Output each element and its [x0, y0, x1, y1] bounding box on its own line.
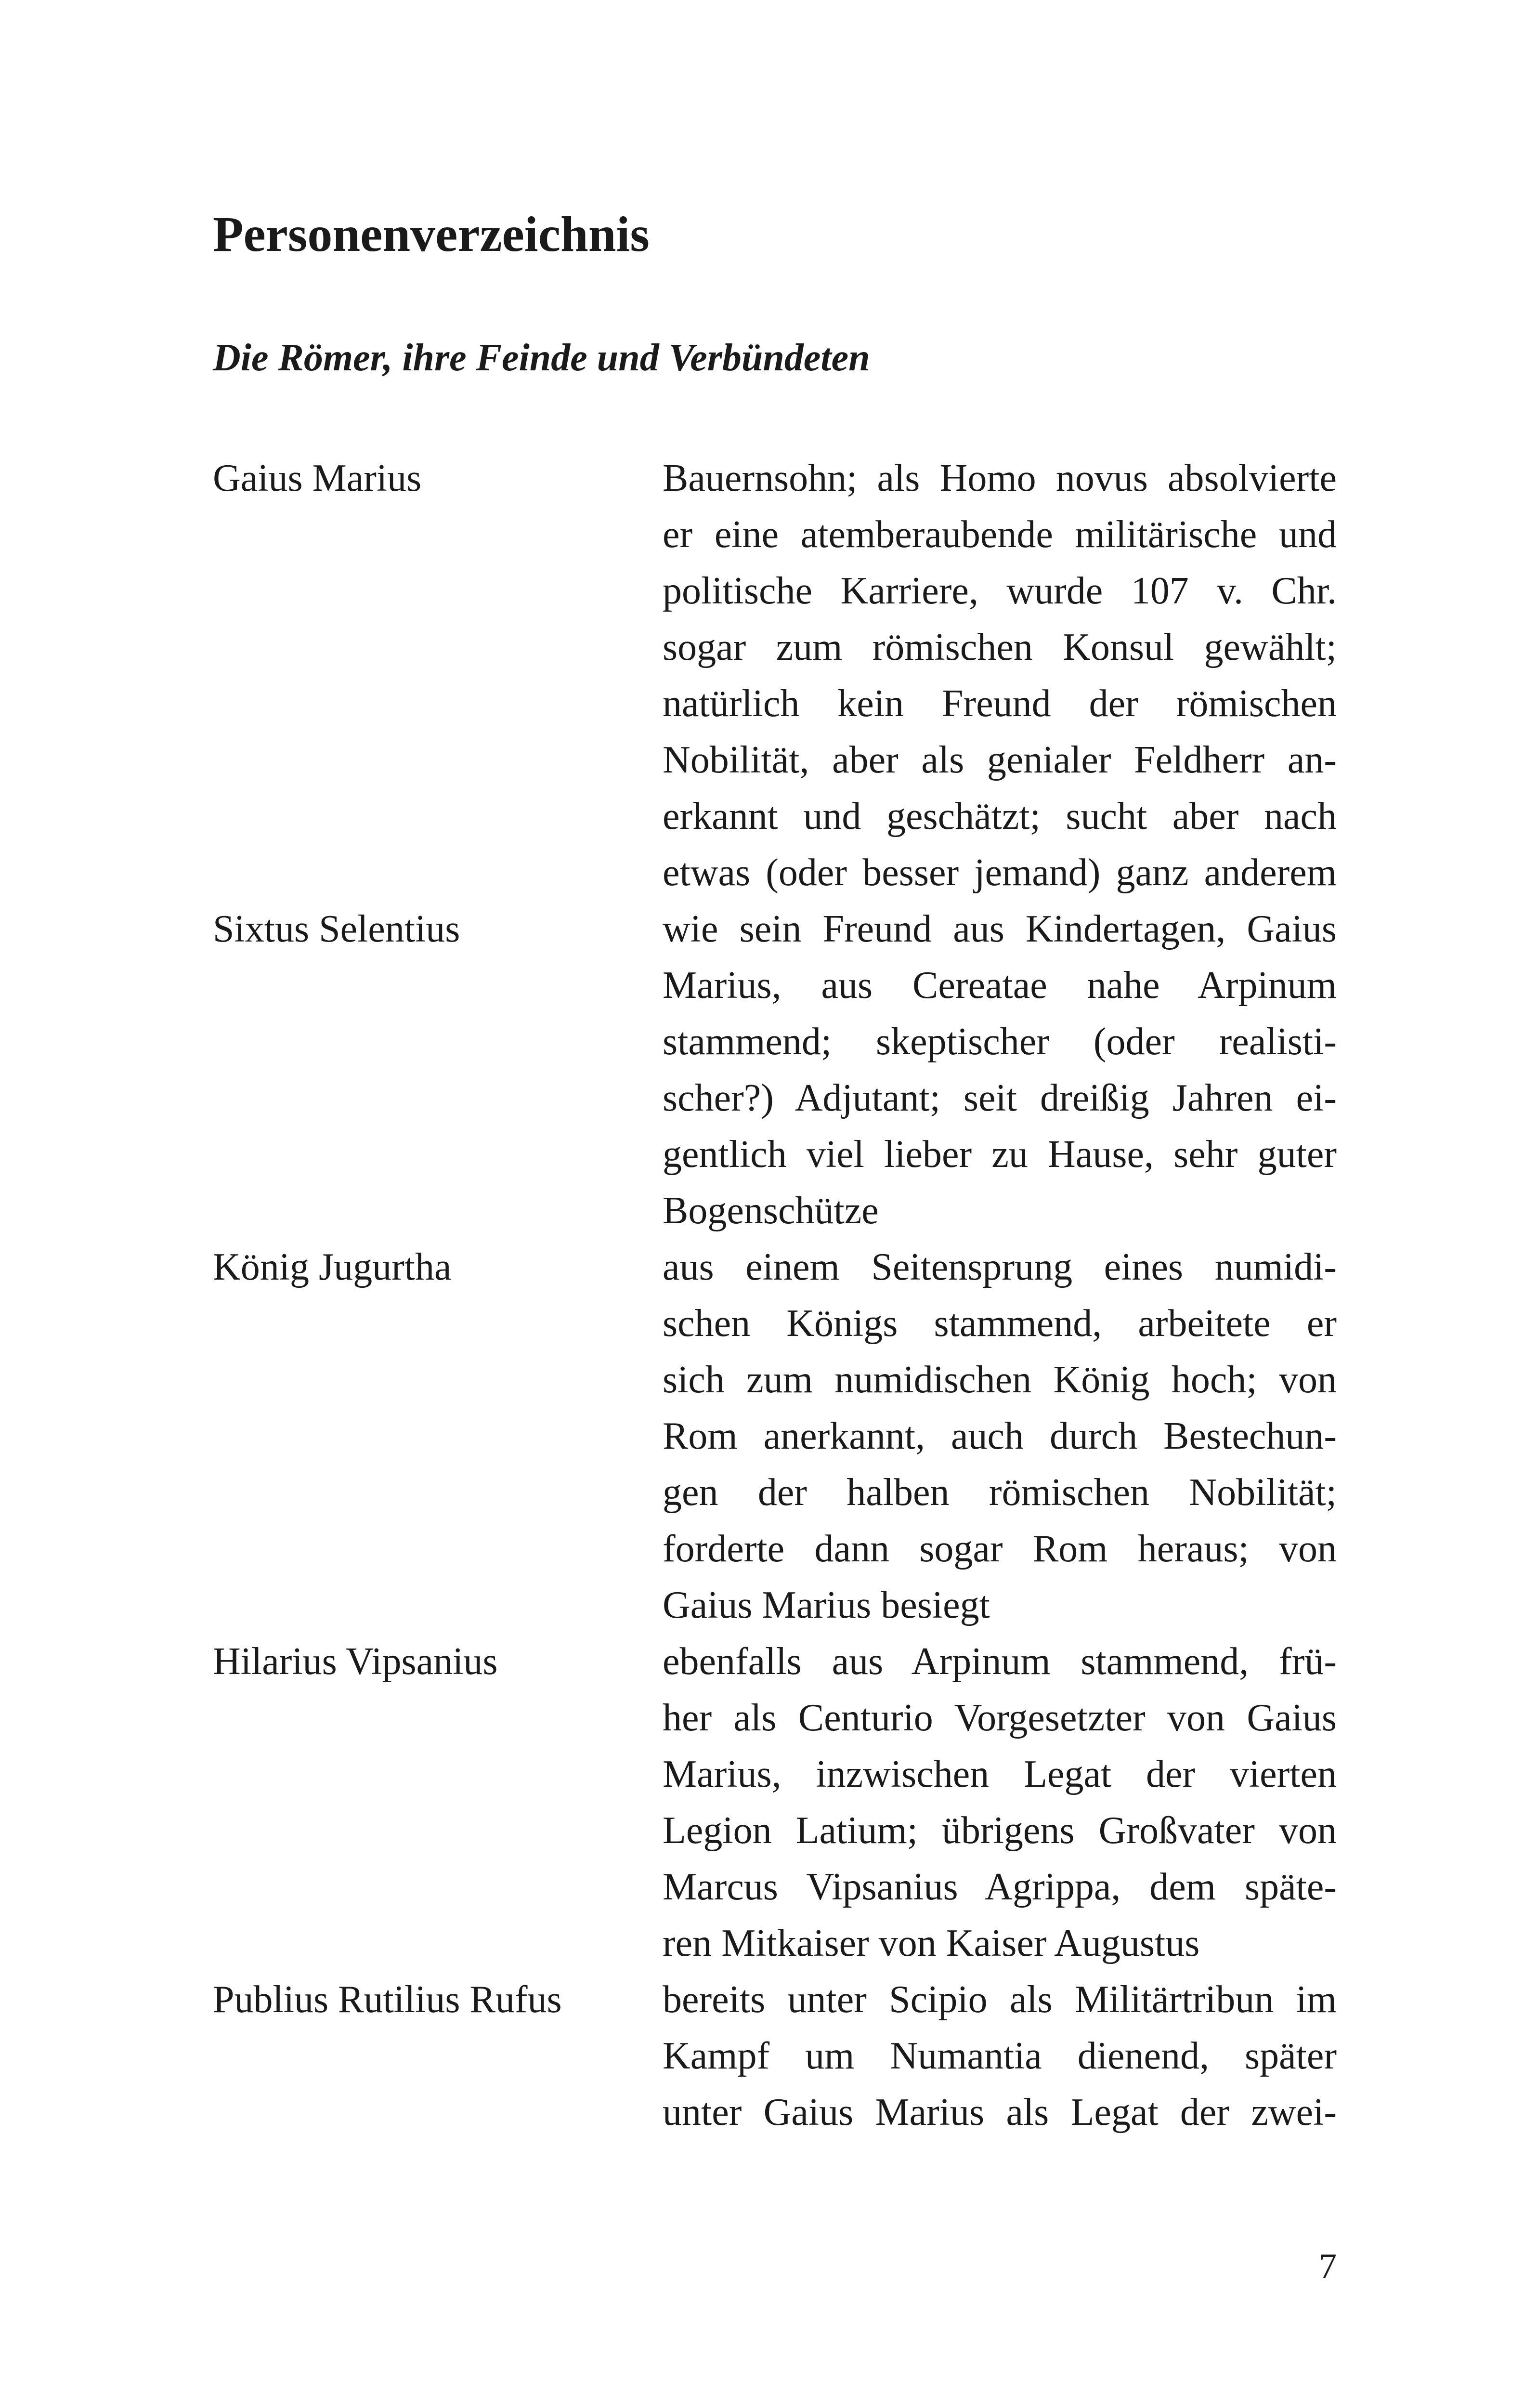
description-line: wie sein Freund aus Kindertagen, Gaius	[663, 908, 1337, 950]
description-line: her als Centurio Vorgesetzter von Gaius	[663, 1697, 1337, 1739]
person-description	[663, 450, 1337, 901]
description-line: Marius, inzwischen Legat der vierten	[663, 1753, 1337, 1795]
description-line: politische Karriere, wurde 107 v. Chr.	[663, 570, 1337, 612]
description-line: schen Königs stammend, arbeitete er	[663, 1302, 1337, 1345]
description-line: unter Gaius Marius als Legat der zwei-	[663, 2091, 1337, 2133]
description-line: natürlich kein Freund der römischen	[663, 682, 1337, 725]
description-line: ebenfalls aus Arpinum stammend, frü-	[663, 1640, 1337, 1683]
person-description	[663, 1634, 1337, 1972]
person-list	[213, 450, 1337, 2141]
description-line: forderte dann sogar Rom heraus; von	[663, 1528, 1337, 1570]
description-line: etwas (oder besser jemand) ganz anderem	[663, 851, 1337, 894]
description-line: er eine atemberaubende militärische und	[663, 513, 1337, 556]
page-title: Personenverzeichnis	[213, 207, 650, 262]
person-name: Hilarius Vipsanius	[213, 1640, 498, 1683]
person-name: Sixtus Selentius	[213, 908, 460, 950]
description-line: Bogenschütze	[663, 1190, 879, 1232]
description-line: Bauernsohn; als Homo novus absolvierte	[663, 457, 1337, 499]
description-line: sogar zum römischen Konsul gewählt;	[663, 626, 1337, 668]
description-line: gen der halben römischen Nobilität;	[663, 1471, 1337, 1514]
description-line: Gaius Marius besiegt	[663, 1584, 990, 1626]
description-line: gentlich viel lieber zu Hause, sehr guter	[663, 1133, 1337, 1176]
person-description	[663, 901, 1337, 1239]
person-entry-hilarius-vipsanius	[213, 1634, 1337, 1972]
description-line: bereits unter Scipio als Militärtribun im	[663, 1978, 1337, 2021]
description-line: Legion Latium; übrigens Großvater von	[663, 1809, 1337, 1852]
description-line: Marcus Vipsanius Agrippa, dem späte-	[663, 1866, 1337, 1908]
description-line: Nobilität, aber als genialer Feldherr an-	[663, 739, 1337, 781]
person-entry-koenig-jugurtha	[213, 1239, 1337, 1634]
description-line: aus einem Seitensprung eines numidi-	[663, 1246, 1337, 1288]
page-number: 7	[1319, 2247, 1337, 2286]
description-line: sich zum numidischen König hoch; von	[663, 1359, 1337, 1401]
person-entry-sixtus-selentius	[213, 901, 1337, 1239]
description-line: scher?) Adjutant; seit dreißig Jahren ei-	[663, 1077, 1337, 1119]
description-line: stammend; skeptischer (oder realisti-	[663, 1021, 1337, 1063]
person-description	[663, 1972, 1337, 2141]
description-line: erkannt und geschätzt; sucht aber nach	[663, 795, 1337, 838]
person-entry-publius-rutilius-rufus	[213, 1972, 1337, 2141]
description-line: Kampf um Numantia dienend, später	[663, 2035, 1337, 2077]
person-entry-gaius-marius	[213, 450, 1337, 901]
person-name: Publius Rutilius Rufus	[213, 1978, 562, 2021]
section-subtitle: Die Römer, ihre Feinde und Verbündeten	[213, 337, 870, 379]
description-line: ren Mitkaiser von Kaiser Augustus	[663, 1922, 1200, 1964]
person-description	[663, 1239, 1337, 1634]
description-line: Rom anerkannt, auch durch Bestechun-	[663, 1415, 1337, 1457]
person-name: König Jugurtha	[213, 1246, 452, 1288]
person-name: Gaius Marius	[213, 457, 422, 499]
description-line: Marius, aus Cereatae nahe Arpinum	[663, 964, 1337, 1007]
